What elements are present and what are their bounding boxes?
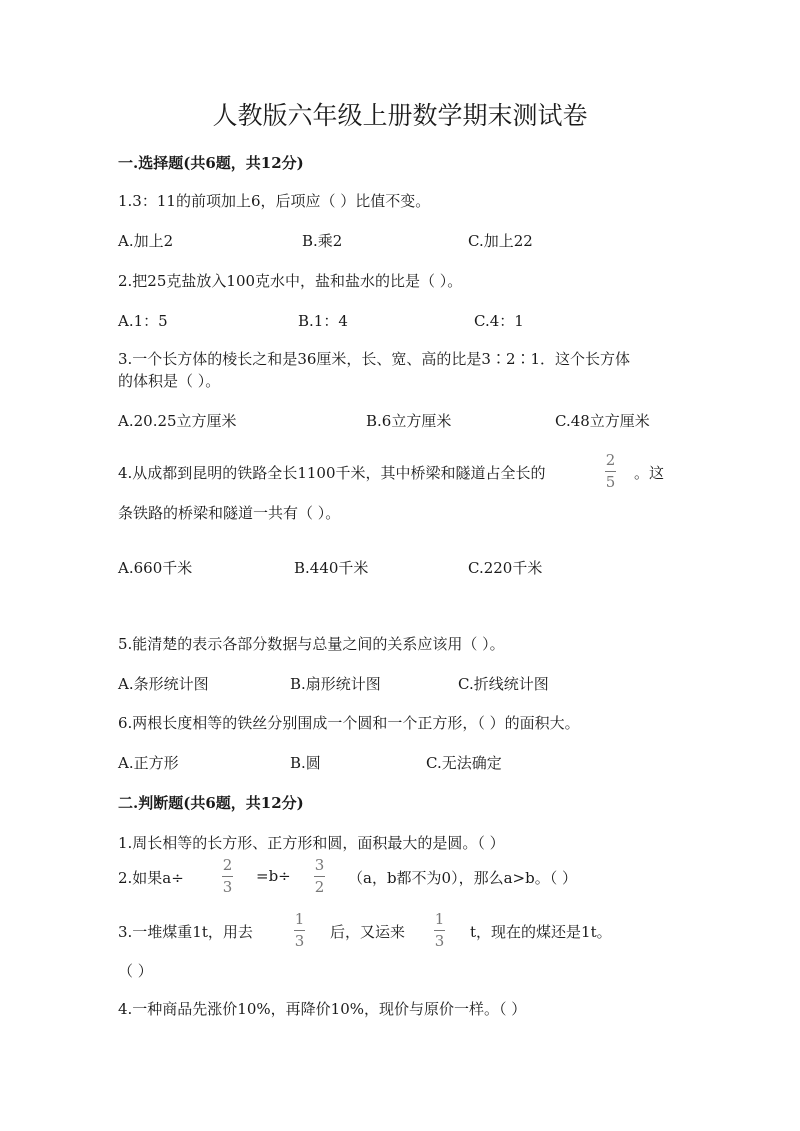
- fraction-denominator: 3: [434, 932, 445, 950]
- fraction-denominator: 5: [605, 473, 616, 491]
- option-b: B.1：4: [298, 312, 348, 330]
- option-c: C.折线统计图: [458, 675, 549, 693]
- fraction-two-fifths: [605, 453, 616, 490]
- option-b: B.圆: [290, 754, 321, 772]
- fraction-numerator: 2: [605, 451, 616, 469]
- fraction-numerator: 3: [314, 856, 325, 874]
- option-c: C.无法确定: [426, 754, 502, 772]
- section-heading-judgement: 二.判断题(共6题，共12分): [118, 794, 304, 812]
- fraction-numerator: 1: [294, 910, 305, 928]
- question-1-3-line2: 的体积是（ ）。: [118, 372, 221, 390]
- fraction-denominator: 3: [222, 878, 233, 896]
- question-2-2-part3: （a，b都不为0），那么a>b。（ ）: [348, 869, 577, 887]
- question-1-5: 5.能清楚的表示各部分数据与总量之间的关系应该用（ ）。: [118, 635, 505, 653]
- fraction-numerator: 2: [222, 856, 233, 874]
- option-b: B.440千米: [294, 559, 369, 577]
- question-1-4-tail: 。这: [634, 464, 665, 482]
- question-2-2-part2: =b÷: [256, 867, 291, 885]
- question-2-1: 1.周长相等的长方形、正方形和圆，面积最大的是圆。（ ）: [118, 834, 505, 852]
- fraction-bar: [294, 930, 305, 931]
- question-2-3-part2: 后，又运来: [330, 923, 406, 941]
- section-heading-choice: 一.选择题(共6题，共12分): [118, 154, 304, 172]
- option-c: C.4：1: [474, 312, 524, 330]
- option-a: A.20.25立方厘米: [118, 412, 237, 430]
- option-c: C.加上22: [468, 232, 533, 250]
- option-b: B.6立方厘米: [366, 412, 452, 430]
- option-a: A.1：5: [118, 312, 168, 330]
- fraction-bar: [434, 930, 445, 931]
- question-2-3-line2: （ ）: [118, 962, 153, 980]
- fraction-denominator: 2: [314, 878, 325, 896]
- question-2-2-part1: 2.如果a÷: [118, 869, 184, 887]
- fraction-one-third: [434, 912, 445, 949]
- fraction-numerator: 1: [434, 910, 445, 928]
- question-1-4-line2: 条铁路的桥梁和隧道一共有（ ）。: [118, 504, 341, 522]
- fraction-denominator: 3: [294, 932, 305, 950]
- option-a: A.正方形: [118, 754, 179, 772]
- question-2-4: 4.一种商品先涨价10%，再降价10%，现价与原价一样。（ ）: [118, 1000, 527, 1018]
- fraction-one-third: [294, 912, 305, 949]
- option-a: A.条形统计图: [118, 675, 209, 693]
- question-1-3-line1: 3.一个长方体的棱长之和是36厘米，长、宽、高的比是3∶2∶1．这个长方体: [118, 350, 631, 368]
- option-a: A.加上2: [118, 232, 174, 250]
- fraction-bar: [605, 471, 616, 472]
- page-title: 人教版六年级上册数学期末测试卷: [212, 101, 588, 130]
- option-b: B.乘2: [302, 232, 343, 250]
- question-2-3-part3: t，现在的煤还是1t。: [470, 923, 612, 941]
- question-1-4-line1: 4.从成都到昆明的铁路全长1100千米，其中桥梁和隧道占全长的: [118, 464, 546, 482]
- option-c: C.48立方厘米: [555, 412, 650, 430]
- fraction-three-halves: [314, 858, 325, 895]
- question-1-1: 1.3：11的前项加上6，后项应（ ）比值不变。: [118, 192, 431, 210]
- option-b: B.扇形统计图: [290, 675, 381, 693]
- option-a: A.660千米: [118, 559, 193, 577]
- fraction-bar: [222, 876, 233, 877]
- question-1-6: 6.两根长度相等的铁丝分别围成一个圆和一个正方形，（ ）的面积大。: [118, 714, 580, 732]
- option-c: C.220千米: [468, 559, 543, 577]
- fraction-bar: [314, 876, 325, 877]
- question-1-2: 2.把25克盐放入100克水中，盐和盐水的比是（ ）。: [118, 272, 463, 290]
- question-2-3-part1: 3.一堆煤重1t，用去: [118, 923, 253, 941]
- fraction-two-thirds: [222, 858, 233, 895]
